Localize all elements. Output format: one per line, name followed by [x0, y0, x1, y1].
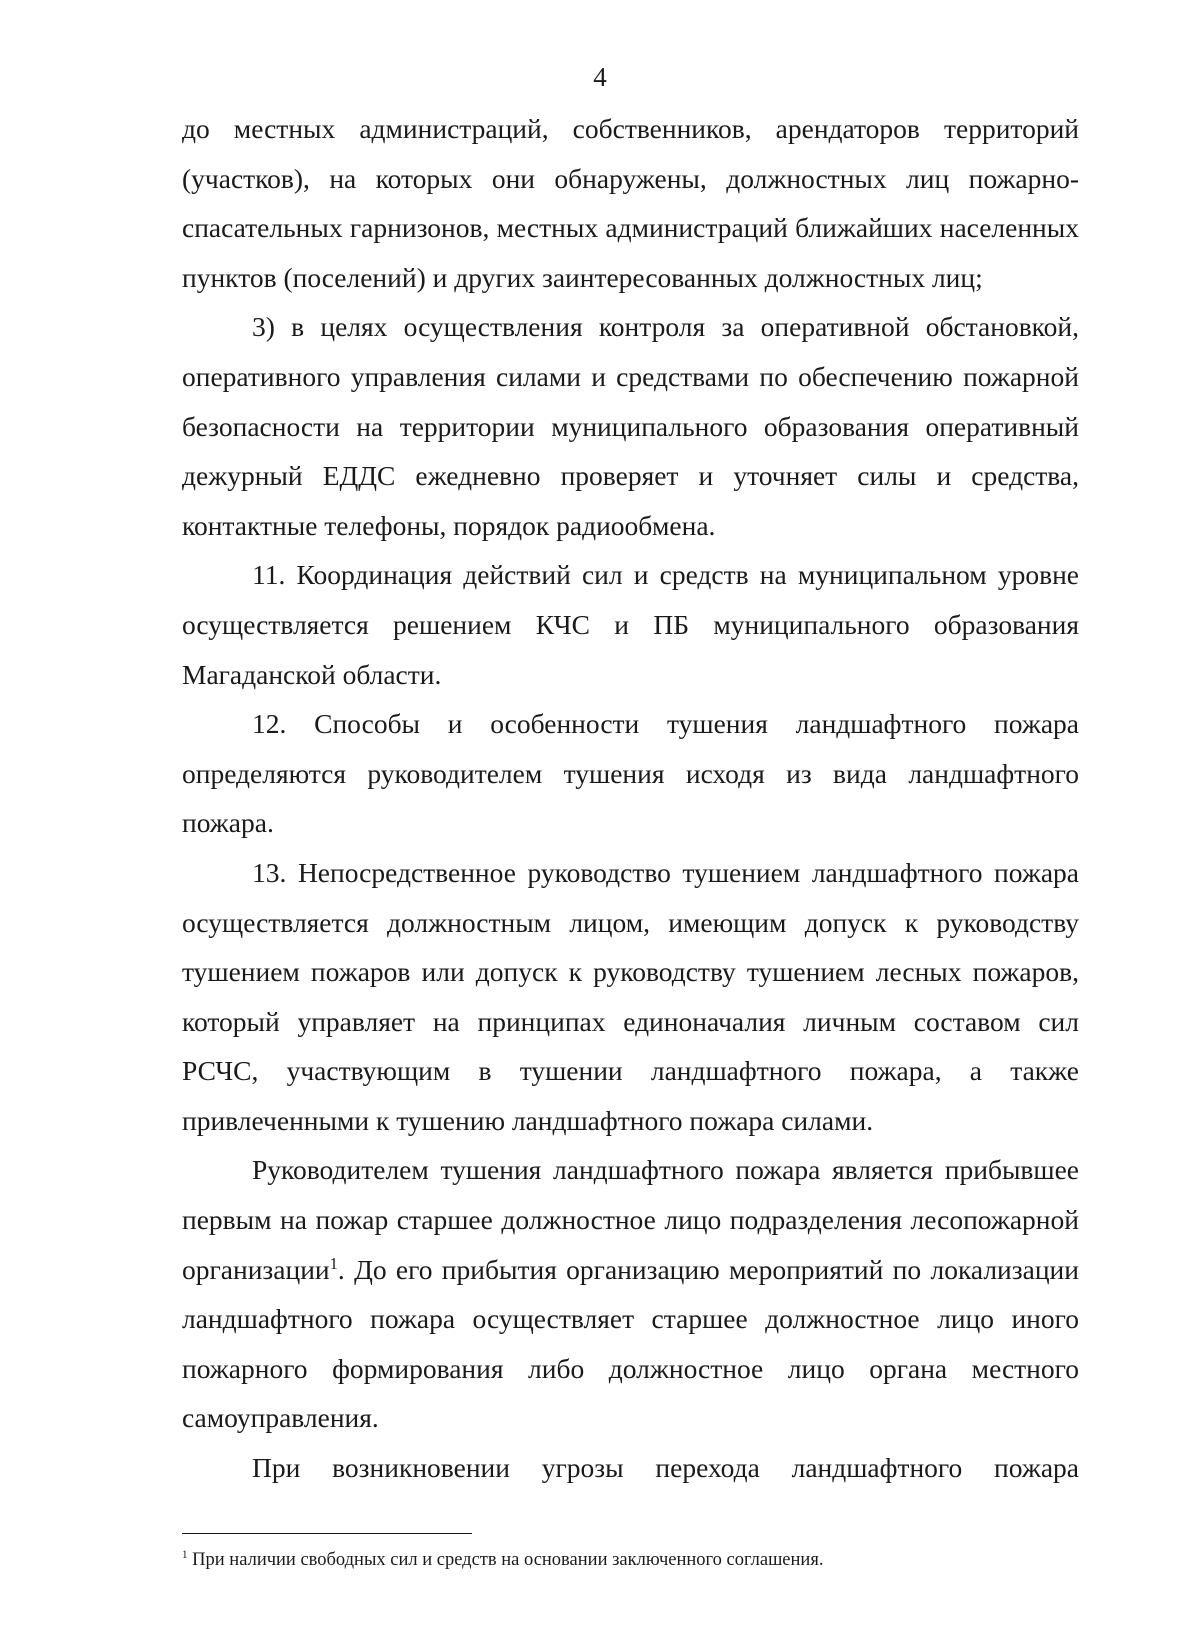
paragraph-continuation: до местных администраций, собственников, арендаторов территорий (участков), на которых они обнаружены, должностных лиц пожарно-спасательных гарнизонов, местных администраций ближайших населенных пунктов (поселений) и других заинтересованных должностных лиц; — [182, 113, 1079, 293]
paragraph-item-3: 3) в целях осуществления контроля за оперативной обстановкой, оперативного управления силами и средствами по обеспечению пожарной безопасности на территории муниципального образования оперативный дежурный ЕДДС ежедневно проверяет и уточняет силы и средства, контактные телефоны, порядок радиообмена. — [182, 311, 1079, 541]
paragraph-item-11: 11. Координация действий сил и средств на муниципальном уровне осуществляется решением КЧС и ПБ муниципального образования Магаданской области. — [182, 559, 1079, 690]
paragraph-fire-leader-part1: Руководителем тушения ландшафтного пожара является прибывшее первым на пожар старшее должностное лицо подразделения лесопожарной организации — [182, 1154, 1079, 1285]
paragraph-item-13: 13. Непосредственное руководство тушением ландшафтного пожара осуществляется должностным лицом, имеющим допуск к руководству тушением пожаров или допуск к руководству тушением лесных пожаров, который управляет на принципах единоначалия личным составом сил РСЧС, участвующим в тушении ландшафтного пожара, а также привлеченными к тушению ландшафтного пожара силами. — [182, 856, 1079, 1136]
footnote-mark: 1 — [182, 1548, 188, 1561]
paragraph-fire-leader-part2: . До его прибытия организацию мероприятий по локализации ландшафтного пожара осуществляет старшее должностное лицо иного пожарного формирования либо должностное лицо органа местного самоуправления. — [182, 1253, 1079, 1434]
footnote — [182, 1548, 1079, 1572]
paragraph-threat: При возникновении угрозы перехода ландшафтного пожара — [252, 1452, 1079, 1484]
footnote-text: При наличии свободных сил и средств на основании заключенного соглашения. — [187, 1550, 824, 1570]
footnote-separator — [182, 1533, 472, 1534]
document-body — [182, 104, 1079, 1493]
footnote-reference: 1 — [329, 1253, 338, 1273]
paragraph-item-12: 12. Способы и особенности тушения ландшафтного пожара определяются руководителем тушения исходя из вида ландшафтного пожара. — [182, 708, 1079, 839]
page-number: 4 — [593, 62, 607, 92]
paragraph-fire-leader — [182, 1145, 1079, 1443]
